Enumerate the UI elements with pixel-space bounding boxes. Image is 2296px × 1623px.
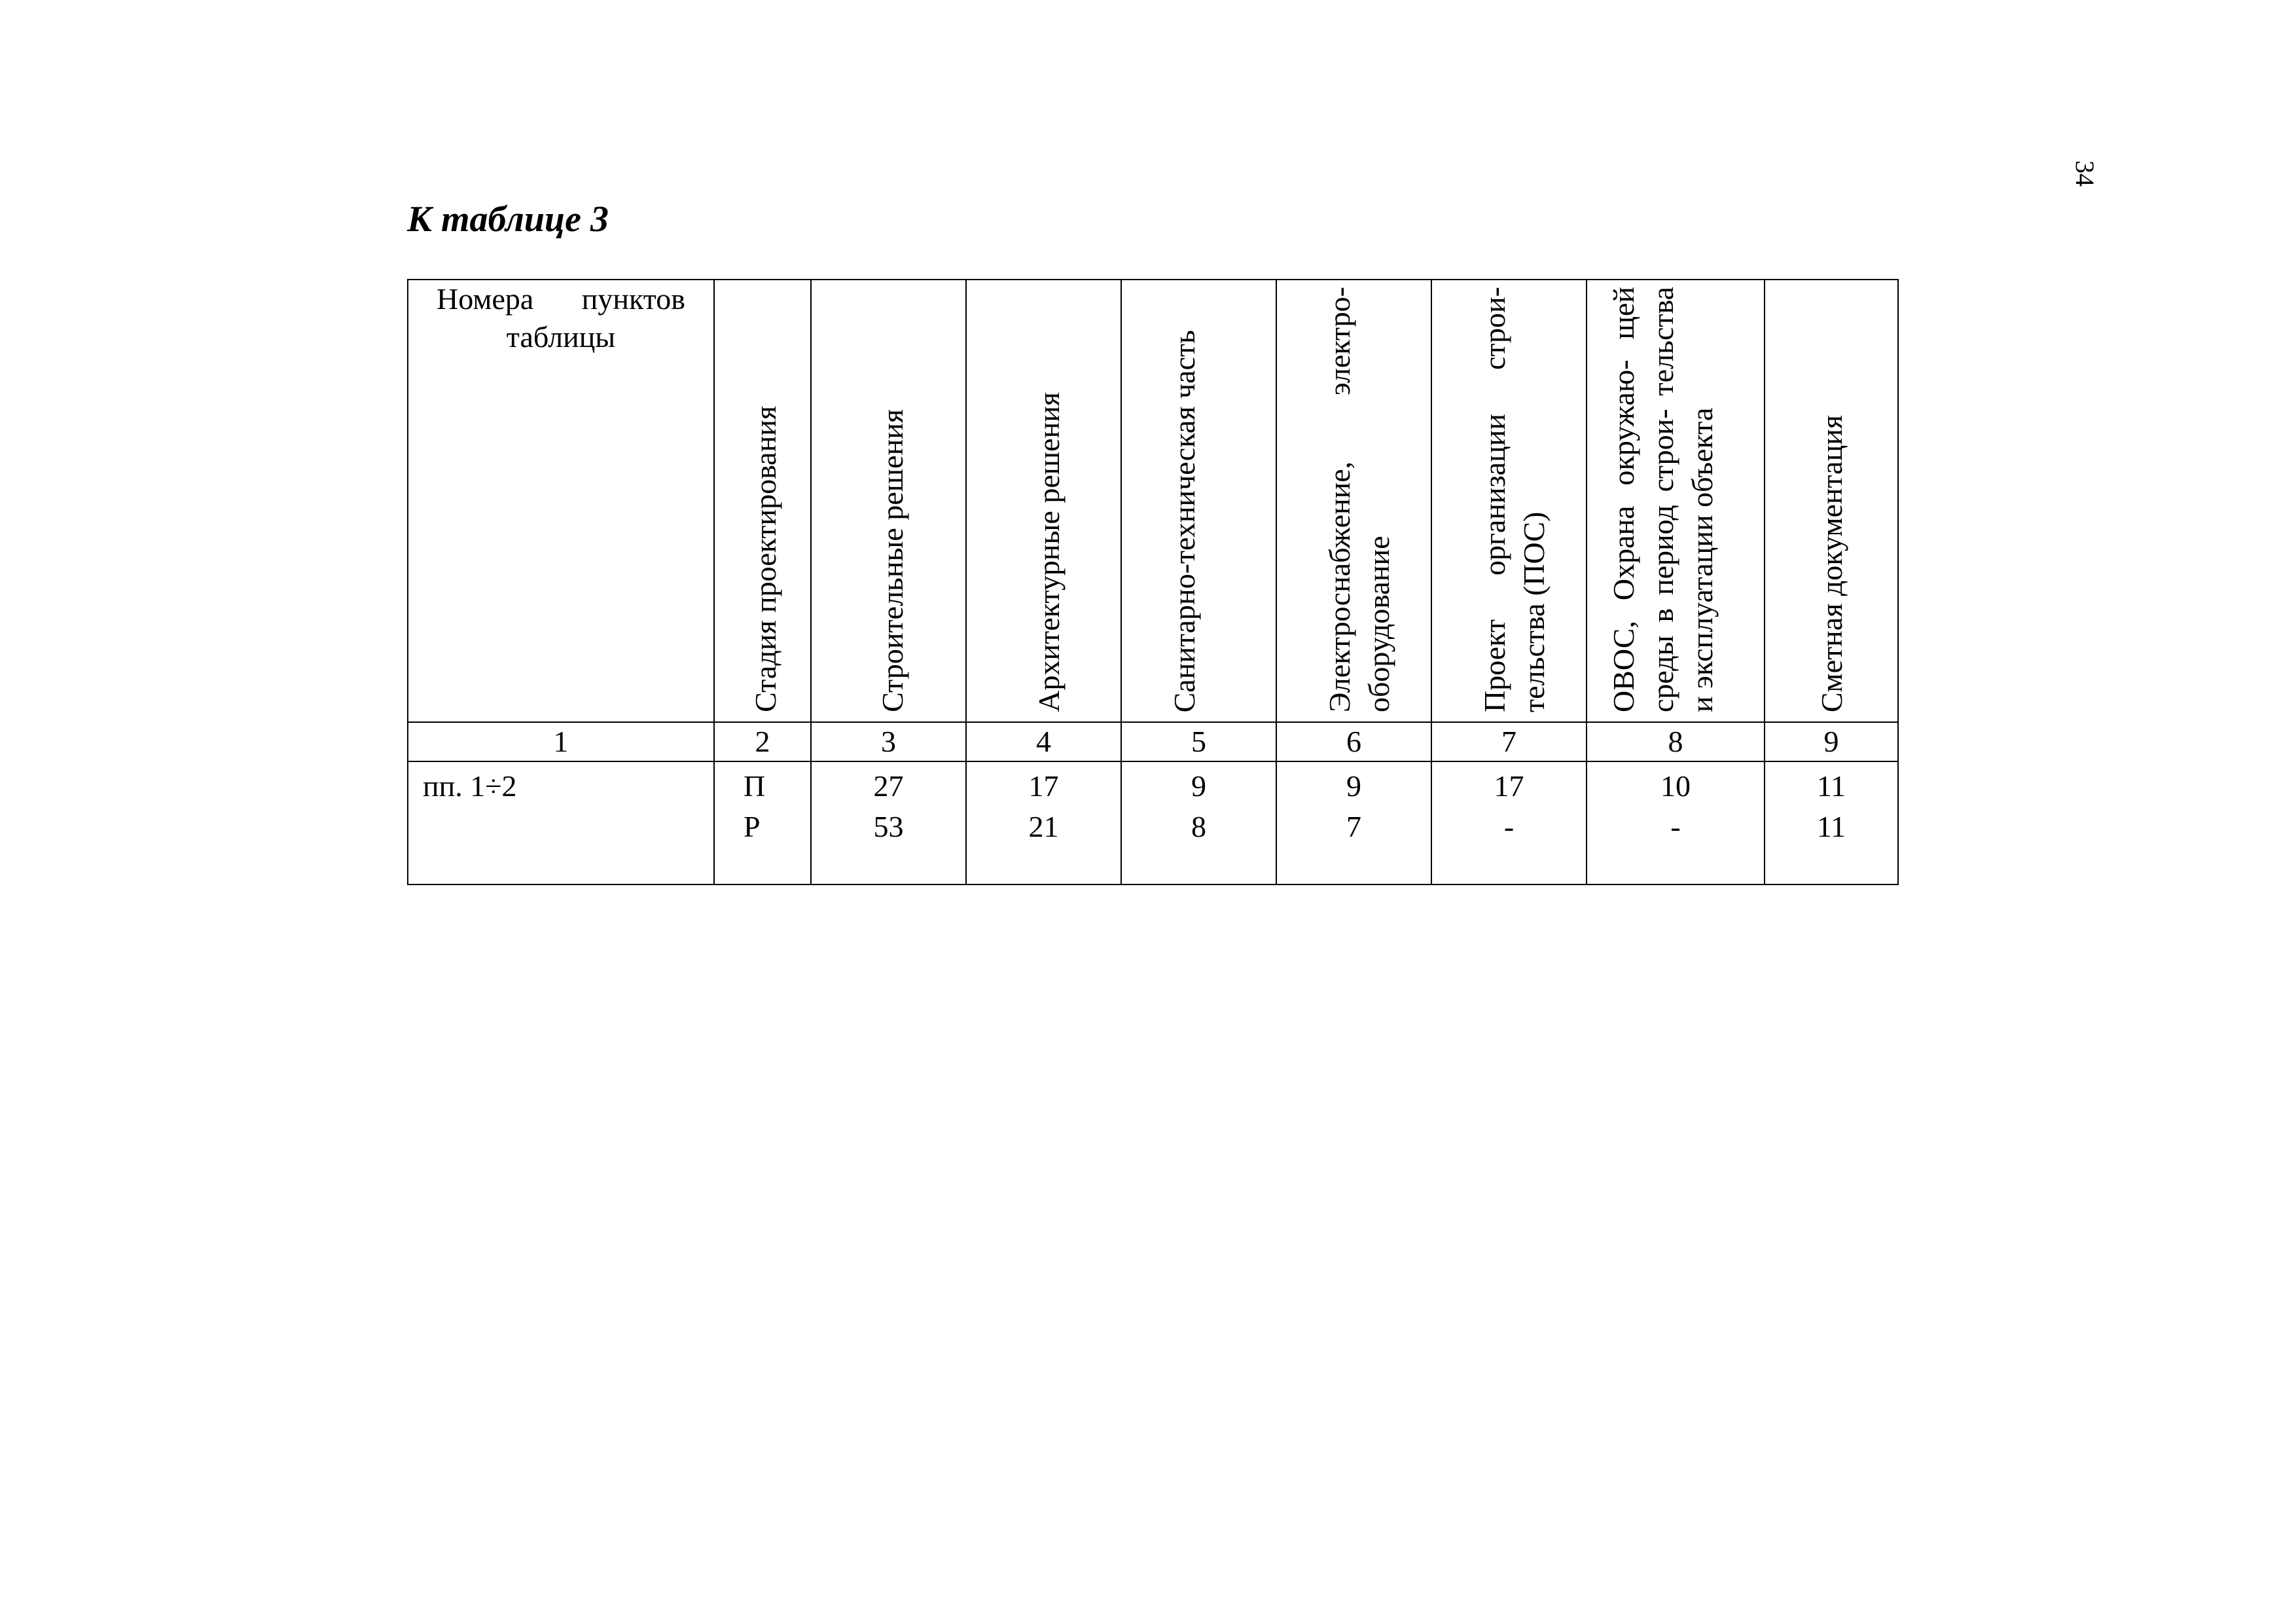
header-items-label: Номера пунктов таблицы bbox=[437, 282, 685, 354]
header-cell-5 bbox=[1121, 280, 1276, 722]
column-number: 1 bbox=[408, 722, 714, 761]
structural-cell bbox=[811, 761, 966, 884]
estimate-cell bbox=[1765, 761, 1898, 884]
stage-value: П bbox=[744, 769, 766, 803]
electrical-value: 9 bbox=[1346, 769, 1361, 803]
header-structural-label: Строительные решения bbox=[876, 409, 909, 712]
header-estimate-label: Сметная документация bbox=[1815, 414, 1848, 712]
header-cell-1 bbox=[408, 280, 714, 722]
electrical-cell bbox=[1276, 761, 1431, 884]
architectural-value: 21 bbox=[1028, 810, 1059, 843]
architectural-value: 17 bbox=[1028, 769, 1059, 803]
column-number: 7 bbox=[1431, 722, 1587, 761]
column-number: 2 bbox=[714, 722, 811, 761]
header-cell-2 bbox=[714, 280, 811, 722]
page-number: 34 bbox=[2070, 160, 2100, 187]
header-sanitary-label: Санитарно-техническая часть bbox=[1168, 329, 1201, 712]
column-number: 8 bbox=[1587, 722, 1765, 761]
structural-value: 53 bbox=[873, 810, 904, 843]
header-cell-9 bbox=[1765, 280, 1898, 722]
header-stage-label: Стадия проектирования bbox=[749, 406, 782, 712]
header-cell-4 bbox=[966, 280, 1121, 722]
stage-value: Р bbox=[744, 810, 761, 843]
table-caption: К таблице 3 bbox=[407, 199, 609, 240]
structural-value: 27 bbox=[873, 769, 904, 803]
header-electrical-label: Электроснабжение, электро- оборудование bbox=[1323, 287, 1395, 712]
header-cell-6 bbox=[1276, 280, 1431, 722]
column-number: 9 bbox=[1765, 722, 1898, 761]
sanitary-value: 8 bbox=[1191, 810, 1206, 843]
stage-cell bbox=[714, 761, 811, 884]
ovos-value: - bbox=[1670, 810, 1681, 843]
table-row bbox=[408, 761, 1898, 884]
items-value: пп. 1÷2 bbox=[423, 769, 517, 803]
header-architectural-label: Архитектурные решения bbox=[1032, 392, 1066, 712]
header-row bbox=[408, 280, 1898, 722]
electrical-value: 7 bbox=[1346, 810, 1361, 843]
header-ovos-label: ОВОС, Охрана окружаю- щей среды в период строи- тельства и эксплуатации объекта bbox=[1607, 287, 1719, 712]
header-pos-label: Проект организации строи- тельства (ПОС) bbox=[1478, 287, 1551, 712]
pos-cell bbox=[1431, 761, 1587, 884]
ovos-value: 10 bbox=[1660, 769, 1691, 803]
pos-value: - bbox=[1503, 810, 1515, 843]
header-cell-8 bbox=[1587, 280, 1765, 722]
column-number-row bbox=[408, 722, 1898, 761]
column-number: 6 bbox=[1276, 722, 1431, 761]
pos-value: 17 bbox=[1494, 769, 1524, 803]
column-number: 4 bbox=[966, 722, 1121, 761]
estimate-value: 11 bbox=[1816, 769, 1846, 803]
items-cell bbox=[408, 761, 714, 884]
header-cell-7 bbox=[1431, 280, 1587, 722]
column-number: 5 bbox=[1121, 722, 1276, 761]
column-number: 3 bbox=[811, 722, 966, 761]
sanitary-cell bbox=[1121, 761, 1276, 884]
ovos-cell bbox=[1587, 761, 1765, 884]
architectural-cell bbox=[966, 761, 1121, 884]
main-table bbox=[407, 279, 1899, 885]
estimate-value: 11 bbox=[1816, 810, 1846, 843]
header-cell-3 bbox=[811, 280, 966, 722]
sanitary-value: 9 bbox=[1191, 769, 1206, 803]
